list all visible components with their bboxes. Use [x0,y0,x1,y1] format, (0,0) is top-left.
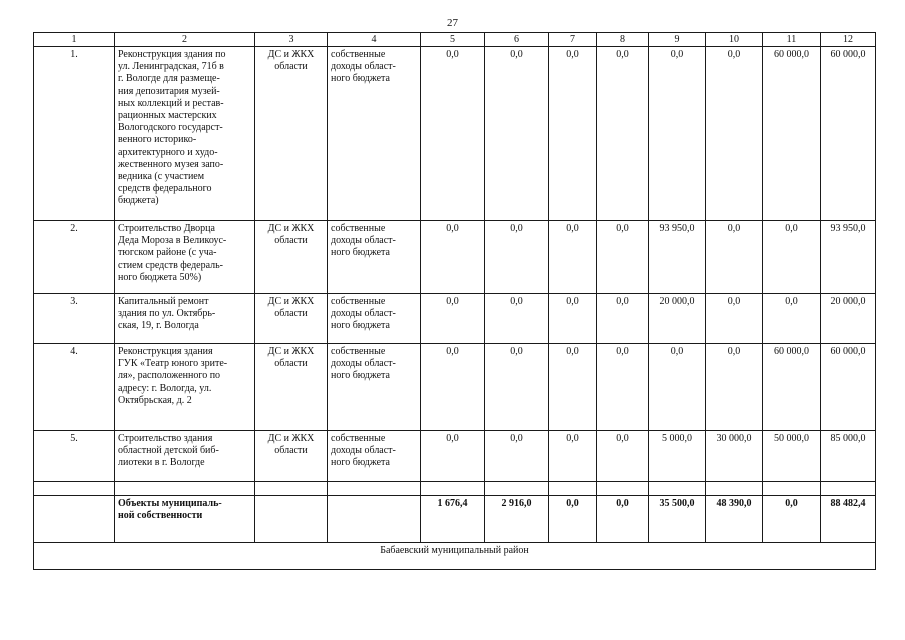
total-row [34,496,876,543]
value-cell: 0,0 [763,221,821,294]
value-cell: 0,0 [485,344,549,431]
value-cell: 0,0 [421,294,485,344]
row-number: 1. [34,47,115,221]
column-number: 1 [34,33,115,47]
value-cell: 0,0 [597,294,649,344]
column-number: 3 [255,33,328,47]
value-cell: 0,0 [421,221,485,294]
total-label: Объекты муниципаль- ной собственности [115,496,255,543]
column-number: 9 [649,33,706,47]
value-cell: 0,0 [549,431,597,482]
column-number: 5 [421,33,485,47]
responsible-org: ДС и ЖКХ области [255,294,328,344]
funding-source: собственные доходы област- ного бюджета [328,431,421,482]
value-cell: 0,0 [649,344,706,431]
value-cell: 0,0 [597,431,649,482]
value-cell: 30 000,0 [706,431,763,482]
spacer-row [34,482,876,496]
region-row [34,543,876,570]
value-cell: 0,0 [485,221,549,294]
table-row [34,344,876,431]
value-cell: 0,0 [597,221,649,294]
column-number: 4 [328,33,421,47]
column-number: 7 [549,33,597,47]
total-value: 0,0 [597,496,649,543]
value-cell: 0,0 [549,344,597,431]
total-org [255,496,328,543]
column-number: 10 [706,33,763,47]
funding-source: собственные доходы област- ного бюджета [328,47,421,221]
table-row [34,221,876,294]
funding-source: собственные доходы област- ного бюджета [328,221,421,294]
value-cell: 0,0 [597,344,649,431]
value-cell: 0,0 [485,294,549,344]
column-number: 6 [485,33,549,47]
column-number: 11 [763,33,821,47]
total-value: 1 676,4 [421,496,485,543]
value-cell: 60 000,0 [763,47,821,221]
object-name: Реконструкция здания по ул. Ленинградская, 71б в г. Вологде для размеще- ния депозитария музей- ных коллекций и рестав- рационных мастерских Вологодского государст- венного историко- архитектурного и худо- жественного музея запо- ведника (с участием средств федерального бюджета) [115,47,255,221]
object-name: Строительство здания областной детской биб- лиотеки в г. Вологде [115,431,255,482]
row-number: 5. [34,431,115,482]
responsible-org: ДС и ЖКХ области [255,344,328,431]
value-cell: 0,0 [549,221,597,294]
value-cell: 0,0 [706,344,763,431]
value-cell: 0,0 [549,294,597,344]
object-name: Реконструкция здания ГУК «Театр юного зрите- ля», расположенного по адресу: г. Вологда, ул. Октябрьская, д. 2 [115,344,255,431]
region-heading: Бабаевский муниципальный район [34,543,876,570]
row-number: 3. [34,294,115,344]
total-value: 88 482,4 [821,496,876,543]
value-cell: 5 000,0 [649,431,706,482]
funding-source: собственные доходы област- ного бюджета [328,344,421,431]
responsible-org: ДС и ЖКХ области [255,221,328,294]
column-number: 2 [115,33,255,47]
value-cell: 0,0 [485,431,549,482]
value-cell: 93 950,0 [649,221,706,294]
funding-table [33,32,876,570]
value-cell: 20 000,0 [649,294,706,344]
table-row [34,47,876,221]
total-row-number [34,496,115,543]
responsible-org: ДС и ЖКХ области [255,47,328,221]
value-cell: 60 000,0 [821,344,876,431]
value-cell: 0,0 [649,47,706,221]
page-number: 27 [447,17,458,29]
total-value: 2 916,0 [485,496,549,543]
value-cell: 60 000,0 [821,47,876,221]
column-numbers-row [34,33,876,47]
table-row [34,294,876,344]
value-cell: 93 950,0 [821,221,876,294]
value-cell: 0,0 [763,294,821,344]
total-source [328,496,421,543]
value-cell: 0,0 [421,47,485,221]
total-value: 0,0 [763,496,821,543]
value-cell: 85 000,0 [821,431,876,482]
column-number: 8 [597,33,649,47]
row-number: 4. [34,344,115,431]
value-cell: 0,0 [706,47,763,221]
value-cell: 60 000,0 [763,344,821,431]
object-name: Строительство Дворца Деда Мороза в Великоус- тюгском районе (с уча- стием средств федераль- ного бюджета 50%) [115,221,255,294]
table-row [34,431,876,482]
value-cell: 0,0 [706,294,763,344]
value-cell: 0,0 [421,431,485,482]
responsible-org: ДС и ЖКХ области [255,431,328,482]
column-number: 12 [821,33,876,47]
row-number: 2. [34,221,115,294]
value-cell: 20 000,0 [821,294,876,344]
total-value: 48 390,0 [706,496,763,543]
value-cell: 0,0 [706,221,763,294]
total-value: 0,0 [549,496,597,543]
value-cell: 0,0 [597,47,649,221]
value-cell: 0,0 [485,47,549,221]
object-name: Капитальный ремонт здания по ул. Октябрь- ская, 19, г. Вологда [115,294,255,344]
value-cell: 0,0 [421,344,485,431]
value-cell: 50 000,0 [763,431,821,482]
value-cell: 0,0 [549,47,597,221]
funding-source: собственные доходы област- ного бюджета [328,294,421,344]
total-value: 35 500,0 [649,496,706,543]
